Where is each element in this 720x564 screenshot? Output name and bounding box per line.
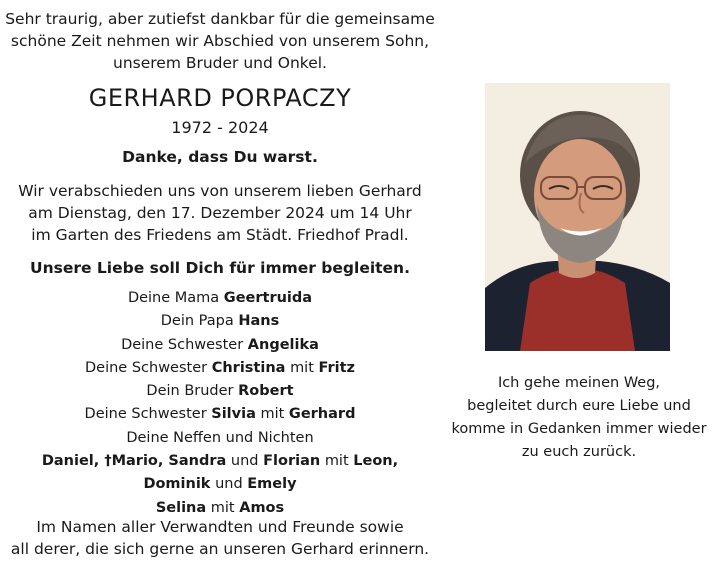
quote-line: komme in Gedanken immer wieder — [451, 421, 707, 437]
closing-line: Im Namen aller Verwandten und Freunde sowie — [36, 518, 404, 536]
quote-line: zu euch zurück. — [521, 444, 637, 460]
mourner-name: Geertruida — [223, 290, 313, 306]
intro-text — [0, 8, 440, 74]
intro-line: Sehr traurig, aber zutiefst dankbar für die gemeinsame — [5, 10, 435, 28]
mourner-brother — [0, 380, 440, 403]
mourner-sister-1 — [0, 334, 440, 357]
relation-label: Deine Schwester — [85, 359, 208, 376]
connector-word: mit — [260, 406, 285, 423]
connector-word: mit — [290, 359, 314, 376]
intro-line: unserem Bruder und Onkel. — [113, 54, 327, 72]
connector-word: mit — [210, 499, 235, 516]
mourner-name: Gerhard — [288, 406, 356, 423]
connector-word: und — [230, 453, 259, 470]
thank-you-line: Danke, dass Du warst. — [122, 148, 318, 166]
nephews-line-2 — [0, 473, 440, 496]
deceased-name: GERHARD PORPACZY — [88, 84, 352, 112]
mourner-name: Robert — [238, 383, 294, 400]
nephews-nieces-label: Deine Neffen und Nichten — [126, 429, 314, 446]
portrait-illustration — [485, 83, 670, 351]
mourner-name: Emely — [247, 476, 297, 493]
mourner-name: Fritz — [318, 359, 355, 376]
quote-line: begleitet durch eure Liebe und — [467, 398, 691, 414]
relation-label: Dein Bruder — [146, 383, 234, 400]
love-line: Unsere Liebe soll Dich für immer begleiten. — [30, 259, 410, 277]
portrait-photo — [485, 83, 670, 351]
mourner-name: Florian — [263, 453, 321, 470]
mourner-name: Silvia — [211, 406, 256, 423]
intro-line: schöne Zeit nehmen wir Abschied von unserem Sohn, — [10, 32, 430, 50]
relation-label: Deine Mama — [127, 290, 220, 306]
life-years: 1972 - 2024 — [171, 118, 269, 137]
mourner-name: Christina — [211, 359, 286, 376]
connector-word: und — [215, 476, 243, 493]
connector-word: mit — [324, 453, 349, 470]
poem-quote — [440, 372, 718, 464]
mourner-papa — [0, 310, 440, 333]
mourner-sister-2 — [0, 357, 440, 380]
mourner-name: Angelika — [247, 336, 319, 353]
mourner-name: Daniel, †Mario, Sandra — [41, 453, 227, 470]
mourner-mama — [0, 287, 440, 310]
mourner-name: Dominik — [143, 476, 211, 493]
mourners-list — [0, 287, 440, 520]
closing-line: all derer, die sich gerne an unseren Gerhard erinnern. — [10, 540, 430, 558]
mourner-name: Amos — [239, 499, 285, 516]
closing-text — [0, 516, 440, 560]
service-line: Wir verabschieden uns von unserem lieben Gerhard — [18, 182, 422, 200]
relation-label: Dein Papa — [160, 313, 234, 330]
mourner-name: Hans — [238, 313, 280, 330]
relation-label: Deine Schwester — [84, 406, 207, 423]
service-line: am Dienstag, den 17. Dezember 2024 um 14 Uhr — [28, 204, 412, 222]
service-line: im Garten des Friedens am Städt. Friedhof Pradl. — [31, 226, 409, 244]
mourner-sister-3 — [0, 403, 440, 426]
nephews-line-1 — [0, 450, 440, 473]
relation-label: Deine Schwester — [121, 336, 244, 353]
mourner-name: Selina — [155, 499, 207, 516]
service-details — [0, 180, 440, 246]
quote-line: Ich gehe meinen Weg, — [497, 375, 661, 391]
mourner-name: Leon, — [353, 453, 399, 470]
